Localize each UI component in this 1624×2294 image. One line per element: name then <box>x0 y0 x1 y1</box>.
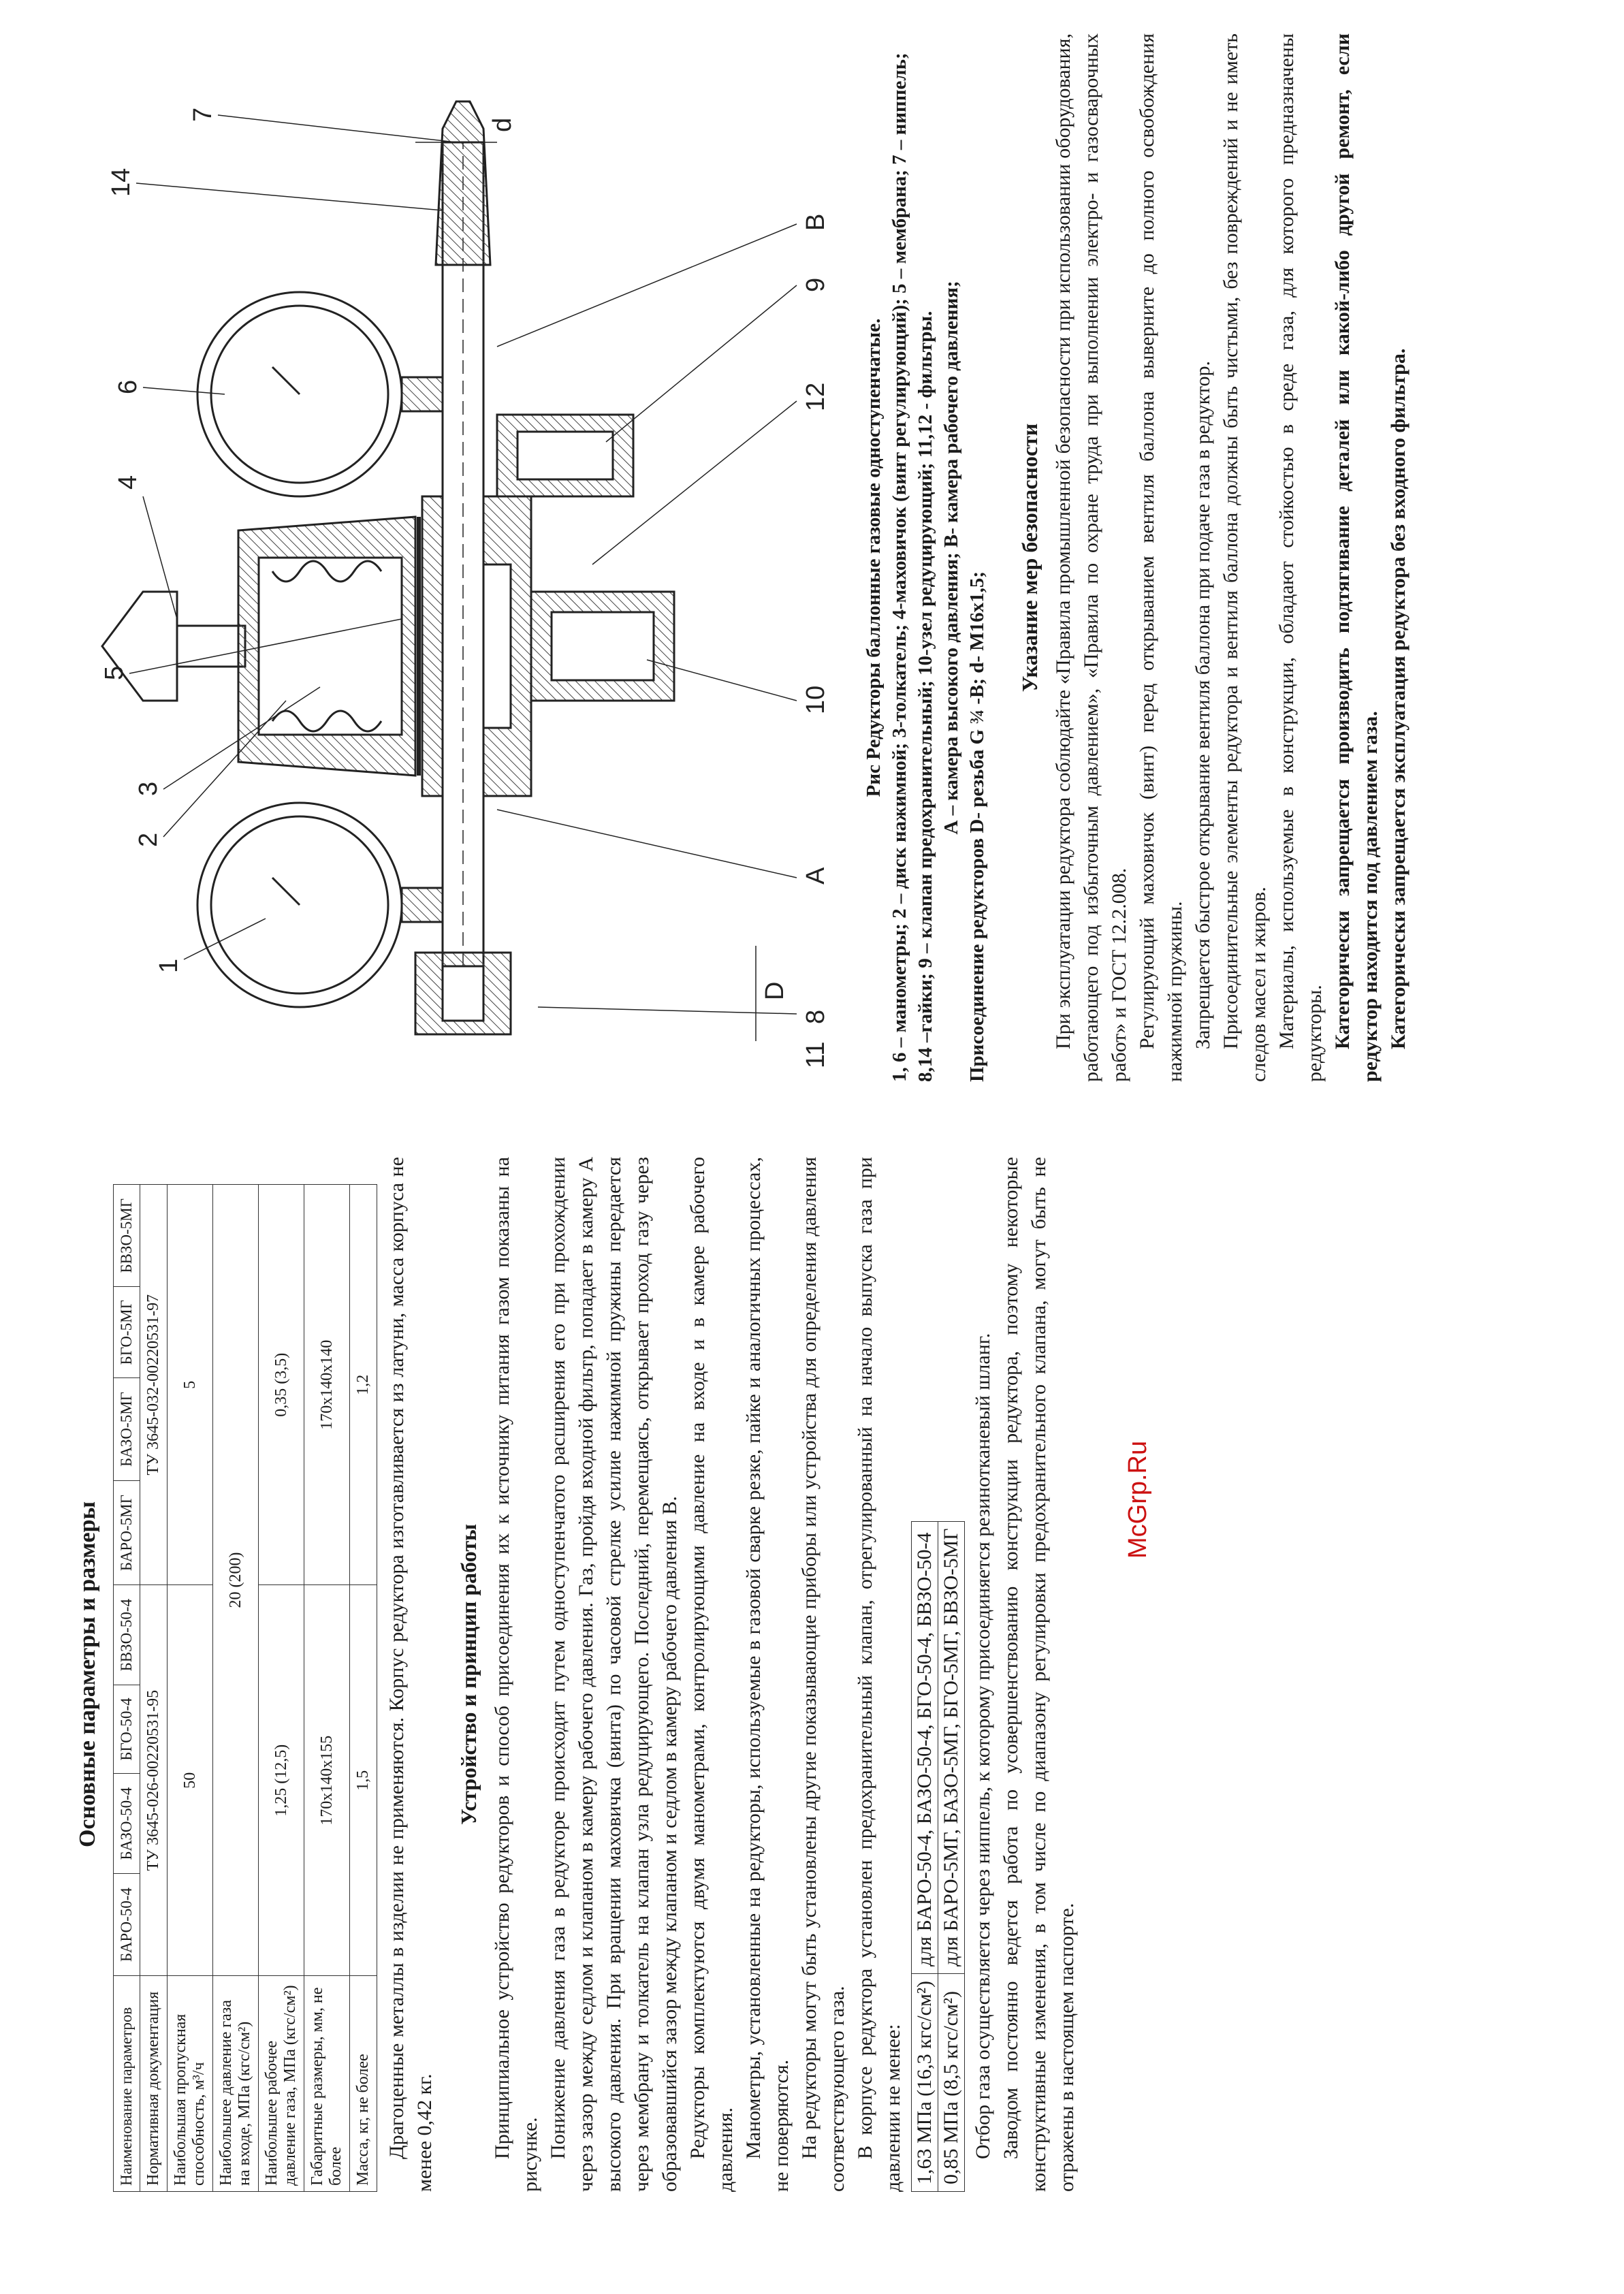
safety-paragraph: Регулирующий маховичок (винт) перед открыванием вентиля баллона выверните до полного освобождения нажимной пружины. <box>1136 33 1186 1082</box>
callout-A: A <box>801 867 830 885</box>
table-row <box>350 1185 377 2192</box>
valve-pressure-table <box>911 1521 965 2192</box>
model-header: БАРО-50-4 <box>114 1874 140 1976</box>
device-paragraph: На редукторы могут быть установлены другие показывающие приборы или устройства для определения давления соответствующего газа. <box>798 1157 848 2192</box>
callout-14: 14 <box>107 168 136 197</box>
cell-value: 50 <box>168 1585 213 1976</box>
safety-title: Указание мер безопасности <box>1017 423 1042 692</box>
pressure-value: 1,63 МПа (16,3 кгс/см²) <box>912 1974 938 2192</box>
device-paragraph: Отбор газа осуществляется через ниппель, к которому присоединяется резинотканевый шланг. <box>972 1333 994 2159</box>
callout-9: 9 <box>801 277 830 292</box>
row-label: Масса, кг, не более <box>350 1976 377 2192</box>
model-header: БГО-50-4 <box>114 1685 140 1774</box>
params-table <box>113 1184 377 2192</box>
device-paragraph: Редукторы комплектуются двумя манометрами, контролирующими давление на входе и в камере рабочего давления. <box>686 1157 737 2192</box>
figure-chambers: А – камера высокого давления; В- камера рабочего давления; <box>940 281 962 835</box>
cell-value: 170х140х140 <box>304 1185 350 1585</box>
callout-B: B <box>801 213 830 231</box>
callout-12: 12 <box>801 382 830 411</box>
cell-value: 20 (200) <box>213 1185 259 1976</box>
regulator-diagram <box>61 74 851 1082</box>
handwheel <box>102 592 177 701</box>
table-row <box>304 1185 350 2192</box>
table-row <box>912 1521 938 2191</box>
device-title: Устройство и принцип работы <box>456 1523 481 1826</box>
device-paragraph: В корпусе редуктора установлен предохранительный клапан, отрегулированный на начало выпуска газа при давлении не менее: <box>854 1157 904 2192</box>
cell-value: 1,5 <box>350 1585 377 1976</box>
table-row <box>213 1185 259 2192</box>
safety-paragraph: Запрещается быстрое открывание вентиля баллона при подаче газа в редуктор. <box>1192 360 1214 1049</box>
cell-value: ТУ 3645-032-00220531-97 <box>140 1185 168 1585</box>
device-paragraph: Принципиальное устройство редукторов и способ присоединения их к источнику питания газом показаны на рисунке. <box>491 1157 541 2192</box>
callout-7: 7 <box>189 107 217 122</box>
device-paragraph: Понижение давления газа в редукторе происходит путем одноступенчатого расширения его при прохождении через зазор между седлом и клапаном в камеру рабочего давления. Газ, пройдя входной фильтр, попадает в камеру А высокого давления. При вращении маховичка (винта) по часовой стрелке усилие нажимной пружины передается через мембрану и толкатель на клапан узла редуцирующего. Последний, перемещаясь, открывает проход газу через образовавшийся зазор между клапаном и седлом в камеру рабочего давления В. <box>547 1157 681 2192</box>
callout-8: 8 <box>801 1009 830 1024</box>
figure-legend: 1, 6 – манометры; 2 – диск нажимной; 3-толкатель; 4-маховичок (винт регулирующий); 5 – мембрана; 7 – ниппель; 8,14 –гайки; 9 – клапан предохранительный; 10-узел редуцирующий; 11,12 - фильтры. <box>889 52 936 1082</box>
model-header: БАЗО-50-4 <box>114 1774 140 1874</box>
cell-value: 5 <box>168 1185 213 1585</box>
model-header: БВЗО-50-4 <box>114 1585 140 1685</box>
cell-value: 1,2 <box>350 1185 377 1585</box>
right-panel <box>61 33 1412 1082</box>
safety-paragraph: Материалы, используемые в конструкции, обладают стойкостью в среде газа, для которого предназначены редукторы. <box>1275 33 1326 1082</box>
cell-value: 1,25 (12,5) <box>259 1585 304 1976</box>
left-panel <box>75 1157 1081 2192</box>
safety-warning: Категорически запрещается производить подтягивание деталей или какой-либо другой ремонт, если редуктор находится под давлением газа. <box>1331 33 1382 1082</box>
table-header-row <box>114 1185 140 2192</box>
figure-caption-title: Рис Редукторы баллонные газовые одноступенчатые. <box>863 318 885 797</box>
table-row <box>938 1521 965 2191</box>
callout-5: 5 <box>100 665 129 680</box>
table-row <box>140 1185 168 2192</box>
table-row <box>259 1185 304 2192</box>
cell-value: 0,35 (3,5) <box>259 1185 304 1585</box>
safety-paragraph: При эксплуатации редуктора соблюдайте «Правила промышленной безопасности при использовании оборудования, работающего под избыточным давлением», «Правила по охране труда при выполнении электро- и газосварочных работ» и ГОСТ 12.2.008. <box>1052 33 1130 1082</box>
pressure-models: для БАРО-5МГ, БАЗО-5МГ, БГО-5МГ, БВЗО-5МГ <box>938 1521 965 1974</box>
callout-d: d <box>488 117 517 132</box>
figure-connection: Присоединение редукторов D- резьба G ¾ -B; d- М16х1,5; <box>966 571 988 1082</box>
model-header: БГО-5МГ <box>114 1287 140 1378</box>
model-header: БАЗО-5МГ <box>114 1378 140 1481</box>
callout-11: 11 <box>801 1041 830 1068</box>
model-header: БАРО-5МГ <box>114 1480 140 1584</box>
cell-value: 170х140х155 <box>304 1585 350 1976</box>
callout-1: 1 <box>155 958 183 973</box>
outlet-nipple <box>436 101 490 265</box>
callout-10: 10 <box>801 685 830 714</box>
table-row <box>168 1185 213 2192</box>
callout-2: 2 <box>134 832 163 847</box>
row-label: Наибольшая пропускная способность, м³/ч <box>168 1976 213 2192</box>
site-watermark: McGrp.Ru <box>1124 1440 1152 1559</box>
callout-4: 4 <box>114 475 142 490</box>
callout-3: 3 <box>134 781 163 796</box>
params-title: Основные параметры и размеры <box>75 1501 100 1848</box>
cell-value: ТУ 3645-026-00220531-95 <box>140 1585 168 1976</box>
pressure-models: для БАРО-50-4, БАЗО-50-4, БГО-50-4, БВЗО-50-4 <box>912 1521 938 1974</box>
row-label: Наибольшее рабочее давление газа, МПа (кгс/см²) <box>259 1976 304 2192</box>
callout-D: D <box>761 981 789 1000</box>
callout-6: 6 <box>114 379 142 394</box>
safety-warning: Категорически запрещается эксплуатация редуктора без входного фильтра. <box>1387 348 1410 1049</box>
device-paragraph: Заводом постоянно ведется работа по усовершенствованию конструкции редуктора, поэтому некоторые конструктивные изменения, в том числе по диапазону регулировки предохранительного клапана, могут быть не отражены в настоящем паспорте. <box>1000 1157 1078 2192</box>
model-header: БВЗО-5МГ <box>114 1185 140 1287</box>
device-paragraph: Манометры, установленные на редукторы, используемые в газовой сварке резке, пайке и аналогичных процессах, не поверяются. <box>742 1157 793 2192</box>
row-label: Габаритные размеры, мм, не более <box>304 1976 350 2192</box>
pressure-value: 0,85 МПа (8,5 кгс/см²) <box>938 1974 965 2192</box>
safety-paragraph: Присоединительные элементы редуктора и вентиля баллона должны быть чистыми, без повреждений и не иметь следов масел и жиров. <box>1220 33 1270 1082</box>
metals-note: Драгоценные металлы в изделии не применяются. Корпус редуктора изготавливается из латуни, масса корпуса не менее 0,42 кг. <box>385 1157 436 2192</box>
row-label: Наибольшее давление газа на входе, МПа (кгс/см²) <box>213 1976 259 2192</box>
param-name-header: Наименование параметров <box>114 1976 140 2192</box>
row-label: Нормативная документация <box>140 1976 168 2192</box>
